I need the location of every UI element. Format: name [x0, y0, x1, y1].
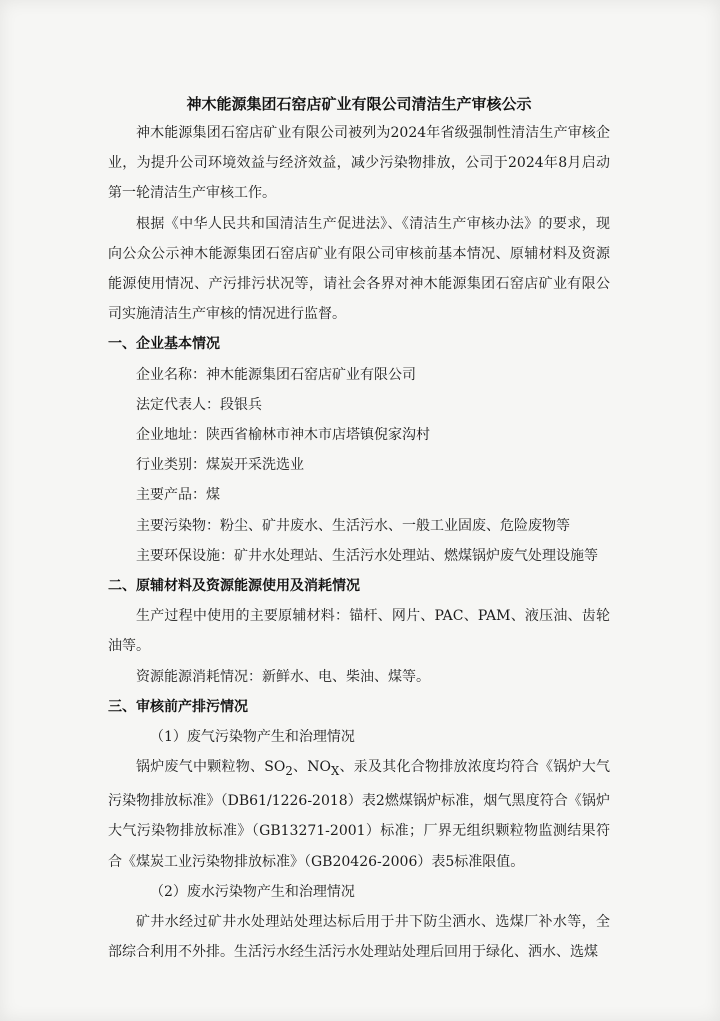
section-heading-materials: 二、原辅材料及资源能源使用及消耗情况 — [108, 578, 360, 595]
environmental-facilities-line: 主要环保设施：矿井水处理站、生活污水处理站、燃煤锅炉废气处理设施等 — [136, 547, 598, 564]
gas-text-pre: 锅炉废气中颗粒物、SO — [136, 759, 286, 776]
industry-category-line: 行业类别：煤炭开采洗选业 — [136, 457, 304, 474]
gas-paragraph — [108, 752, 610, 877]
section-heading-emissions: 三、审核前产排污情况 — [108, 698, 248, 715]
materials-paragraph: 生产过程中使用的主要原辅材料：锚杆、网片、PAC、PAM、液压油、齿轮油等。 — [108, 608, 610, 655]
intro-paragraph: 神木能源集团石窑店矿业有限公司被列为2024年省级强制性清洁生产审核企业，为提升公司环境效益与经济效益，减少污染物排放，公司于2024年8月启动第一轮清洁生产审核工作。 — [108, 125, 610, 202]
gas-subheading: （1）废气污染物产生和治理情况 — [150, 729, 355, 746]
nox-subscript: X — [330, 764, 340, 779]
section-heading-basic-info: 一、企业基本情况 — [108, 336, 220, 353]
water-subheading: （2）废水污染物产生和治理情况 — [150, 883, 355, 900]
document-body — [108, 90, 610, 967]
legal-representative-line: 法定代表人：段银兵 — [136, 396, 262, 413]
main-pollutants-line: 主要污染物：粉尘、矿井废水、生活污水、一般工业固废、危险废物等 — [136, 517, 570, 534]
document-title: 神木能源集团石窑店矿业有限公司清洁生产审核公示 — [186, 95, 532, 113]
resources-paragraph: 资源能源消耗情况：新鲜水、电、柴油、煤等。 — [136, 668, 430, 685]
gas-text-post: 、汞及其化合物排放浓度均符合《锅炉大气污染物排放标准》（DB61/1226-2018）表2燃煤锅炉标准，烟气黑度符合《锅炉大气污染物排放标准》（GB13271-2001）标准；厂界无组织颗粒物监测结果符合《煤炭工业污染物排放标准》（GB20426-2006）表5标准限值。 — [108, 759, 611, 870]
company-name-line: 企业名称：神木能源集团石窑店矿业有限公司 — [136, 366, 416, 383]
basis-paragraph: 根据《中华人民共和国清洁生产促进法》、《清洁生产审核办法》的要求，现向公众公示神木能源集团石窑店矿业有限公司审核前基本情况、原辅材料及资源能源使用情况、产污排污状况等，请社会各界对神木能源集团石窑店矿业有限公司实施清洁生产审核的情况进行监督。 — [108, 215, 610, 323]
so2-subscript: 2 — [285, 764, 293, 779]
company-address-line: 企业地址：陕西省榆林市神木市店塔镇倪家沟村 — [136, 427, 430, 444]
main-product-line: 主要产品：煤 — [136, 487, 220, 504]
water-paragraph: 矿井水经过矿井水处理站处理达标后用于井下防尘洒水、选煤厂补水等，全部综合利用不外排。生活污水经生活污水处理站处理后回用于绿化、洒水、选煤 — [108, 914, 610, 961]
gas-text-mid: 、NO — [292, 759, 331, 776]
